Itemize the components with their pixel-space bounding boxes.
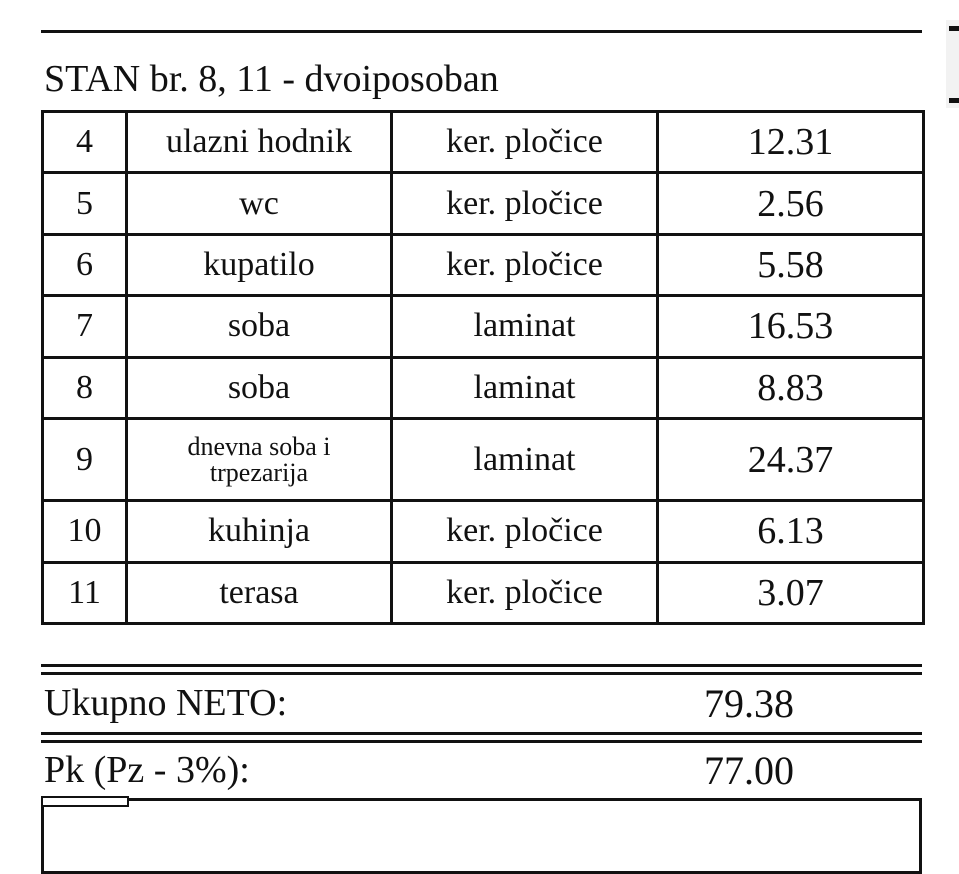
pk-label: Pk (Pz - 3%): — [44, 749, 250, 791]
double-rule-mid-a — [41, 732, 922, 735]
room-number: 10 — [43, 501, 127, 562]
room-area: 24.37 — [658, 418, 924, 500]
bottom-tab-mark — [41, 796, 129, 807]
pk-value: 77.00 — [704, 747, 794, 793]
edge-tick-bottom — [949, 98, 959, 103]
top-rule — [41, 30, 922, 33]
floor-type: ker. pločice — [392, 112, 658, 173]
neto-total-row — [44, 678, 844, 728]
table-row — [43, 418, 924, 500]
neto-value: 79.38 — [704, 680, 794, 726]
room-name: kuhinja — [127, 501, 392, 562]
floor-type: ker. pločice — [392, 173, 658, 234]
room-table — [41, 110, 925, 625]
table-row — [43, 501, 924, 562]
room-area: 12.31 — [658, 112, 924, 173]
room-area: 3.07 — [658, 562, 924, 623]
room-name: kupatilo — [127, 234, 392, 295]
room-area: 5.58 — [658, 234, 924, 295]
room-number: 9 — [43, 418, 127, 500]
pk-total-row — [44, 744, 844, 796]
double-rule-top-b — [41, 672, 922, 675]
room-number: 6 — [43, 234, 127, 295]
table-row — [43, 357, 924, 418]
room-name-line-2: trpezarija — [209, 457, 309, 487]
room-name — [127, 418, 392, 500]
floor-type: ker. pločice — [392, 501, 658, 562]
floor-type: laminat — [392, 418, 658, 500]
room-name: soba — [127, 296, 392, 357]
floor-type: laminat — [392, 296, 658, 357]
double-rule-top-a — [41, 664, 922, 667]
edge-tick-top — [949, 26, 959, 31]
page-edge-strip — [946, 20, 959, 108]
room-area: 6.13 — [658, 501, 924, 562]
floor-type: ker. pločice — [392, 234, 658, 295]
table-row — [43, 562, 924, 623]
room-name-line-1: dnevna soba i — [187, 431, 331, 461]
table-row — [43, 173, 924, 234]
apartment-title: STAN br. 8, 11 - dvoiposoban — [44, 58, 499, 100]
room-number: 11 — [43, 562, 127, 623]
room-name: soba — [127, 357, 392, 418]
room-name: ulazni hodnik — [127, 112, 392, 173]
room-area: 8.83 — [658, 357, 924, 418]
room-number: 7 — [43, 296, 127, 357]
room-area: 2.56 — [658, 173, 924, 234]
room-number: 5 — [43, 173, 127, 234]
neto-label: Ukupno NETO: — [44, 682, 288, 724]
table-row — [43, 112, 924, 173]
room-name: terasa — [127, 562, 392, 623]
table-row — [43, 296, 924, 357]
room-area: 16.53 — [658, 296, 924, 357]
floor-type: laminat — [392, 357, 658, 418]
room-number: 8 — [43, 357, 127, 418]
double-rule-mid-b — [41, 740, 922, 743]
room-number: 4 — [43, 112, 127, 173]
table-row — [43, 234, 924, 295]
room-name: wc — [127, 173, 392, 234]
floor-type: ker. pločice — [392, 562, 658, 623]
bottom-box — [41, 798, 922, 874]
